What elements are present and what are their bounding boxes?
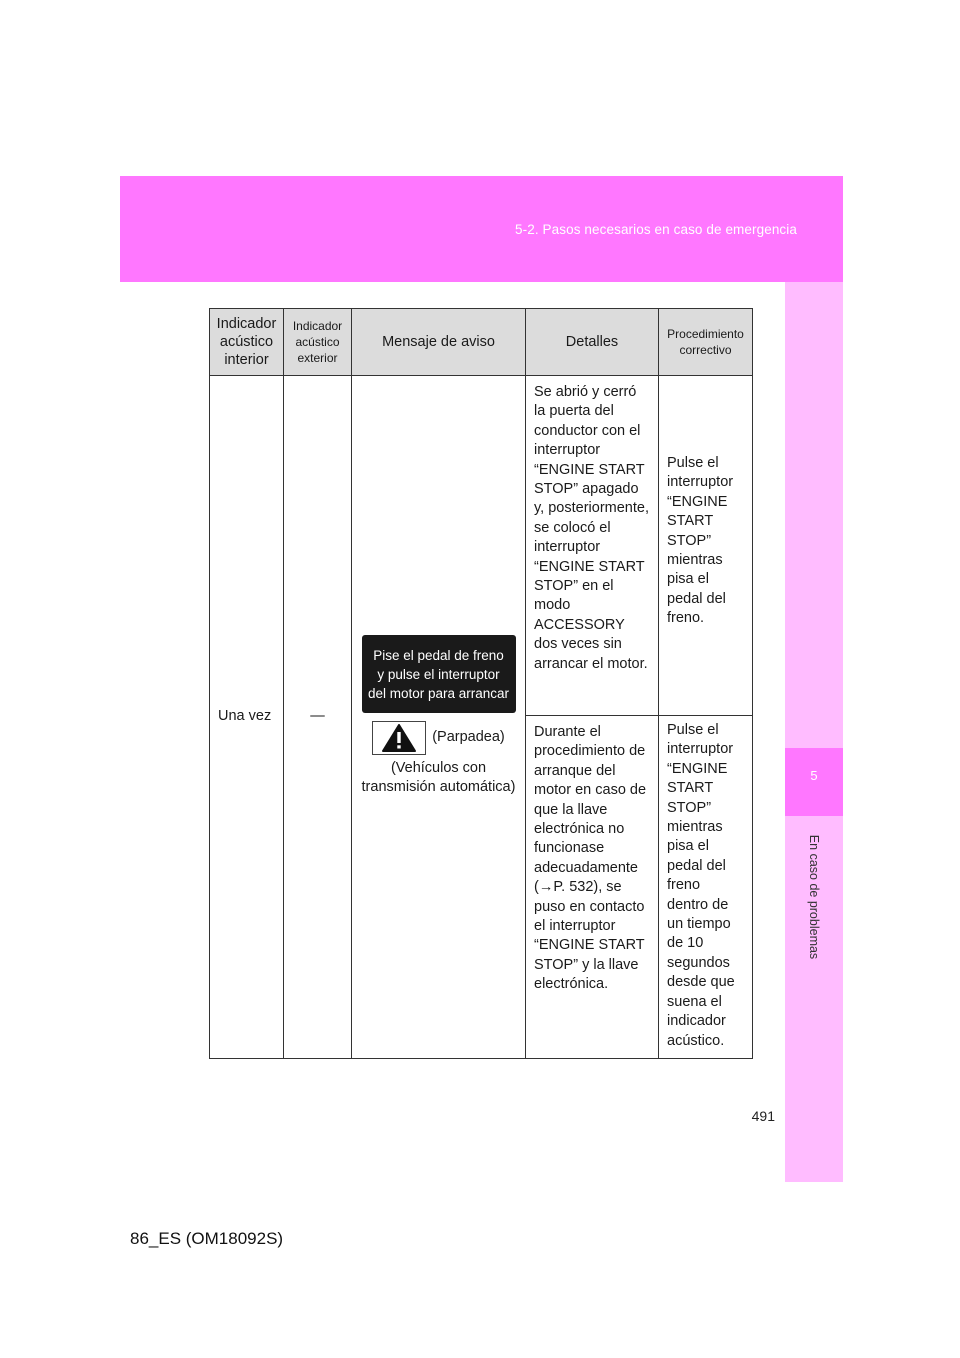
header-details: Detalles bbox=[526, 309, 659, 376]
procedure-text-2: Pulse el interruptor “ENGINE START STOP” mientras pisa el pedal del freno dentro de un tiempo de 10 segundos desde que suena el indicador acústico. bbox=[667, 722, 735, 1049]
warning-state: (Parpadea) bbox=[432, 728, 505, 745]
side-tab bbox=[785, 282, 843, 1182]
display-line-3: del motor para arrancar bbox=[367, 685, 510, 701]
details-cell-1 bbox=[526, 376, 659, 716]
header-warning-message: Mensaje de aviso bbox=[352, 309, 526, 376]
exterior-buzzer-value: — bbox=[310, 708, 325, 725]
exterior-buzzer-cell bbox=[284, 376, 352, 1059]
details-cell-2 bbox=[526, 716, 659, 1059]
chapter-label: En caso de problemas bbox=[807, 834, 821, 960]
procedure-cell-2 bbox=[659, 716, 753, 1059]
procedure-cell-1 bbox=[659, 376, 753, 716]
warning-message-cell bbox=[352, 376, 526, 1059]
display-line-1: Pise el pedal de freno bbox=[373, 647, 504, 663]
details-text-1: Se abrió y cerró la puerta del conductor con el interruptor “ENGINE START STOP” apagado y, posteriormente, se colocó el interruptor “ENGINE START STOP” en el modo ACCESSORY dos veces sin arrancar el motor. bbox=[534, 384, 649, 672]
procedure-text-1: Pulse el interruptor “ENGINE START STOP” mientras pisa el pedal del freno. bbox=[667, 455, 734, 627]
table-header-row bbox=[210, 309, 753, 376]
section-title: 5-2. Pasos necesarios en caso de emergencia bbox=[515, 222, 797, 237]
warning-light-row bbox=[360, 721, 517, 755]
interior-buzzer-cell bbox=[210, 376, 284, 1059]
vehicle-note: (Vehículos con transmisión automática) bbox=[361, 759, 516, 795]
warning-table bbox=[209, 308, 753, 1059]
header-corrective-procedure: Procedimiento correctivo bbox=[659, 309, 753, 376]
document-code: 86_ES (OM18092S) bbox=[130, 1229, 284, 1248]
warning-light bbox=[372, 721, 426, 755]
header-band bbox=[120, 176, 843, 282]
details-text-2: Durante el procedimiento de arranque del motor en caso de que la llave electrónica no funcionase adecuadamente (→P. 532), se puso en contacto el interruptor “ENGINE START STOP” y la llave electrónica. bbox=[534, 724, 647, 993]
header-exterior-buzzer: Indicador acústico exterior bbox=[284, 309, 352, 376]
side-tab-number-block bbox=[785, 748, 843, 816]
page-number: 491 bbox=[751, 1108, 775, 1124]
chapter-number: 5 bbox=[810, 768, 818, 783]
table-row bbox=[210, 376, 753, 716]
warning-triangle-icon bbox=[381, 723, 417, 753]
interior-buzzer-value: Una vez bbox=[218, 708, 272, 725]
header-interior-buzzer: Indicador acústico interior bbox=[210, 309, 284, 376]
display-line-2: y pulse el interruptor bbox=[377, 666, 500, 682]
multi-information-display bbox=[362, 635, 516, 713]
